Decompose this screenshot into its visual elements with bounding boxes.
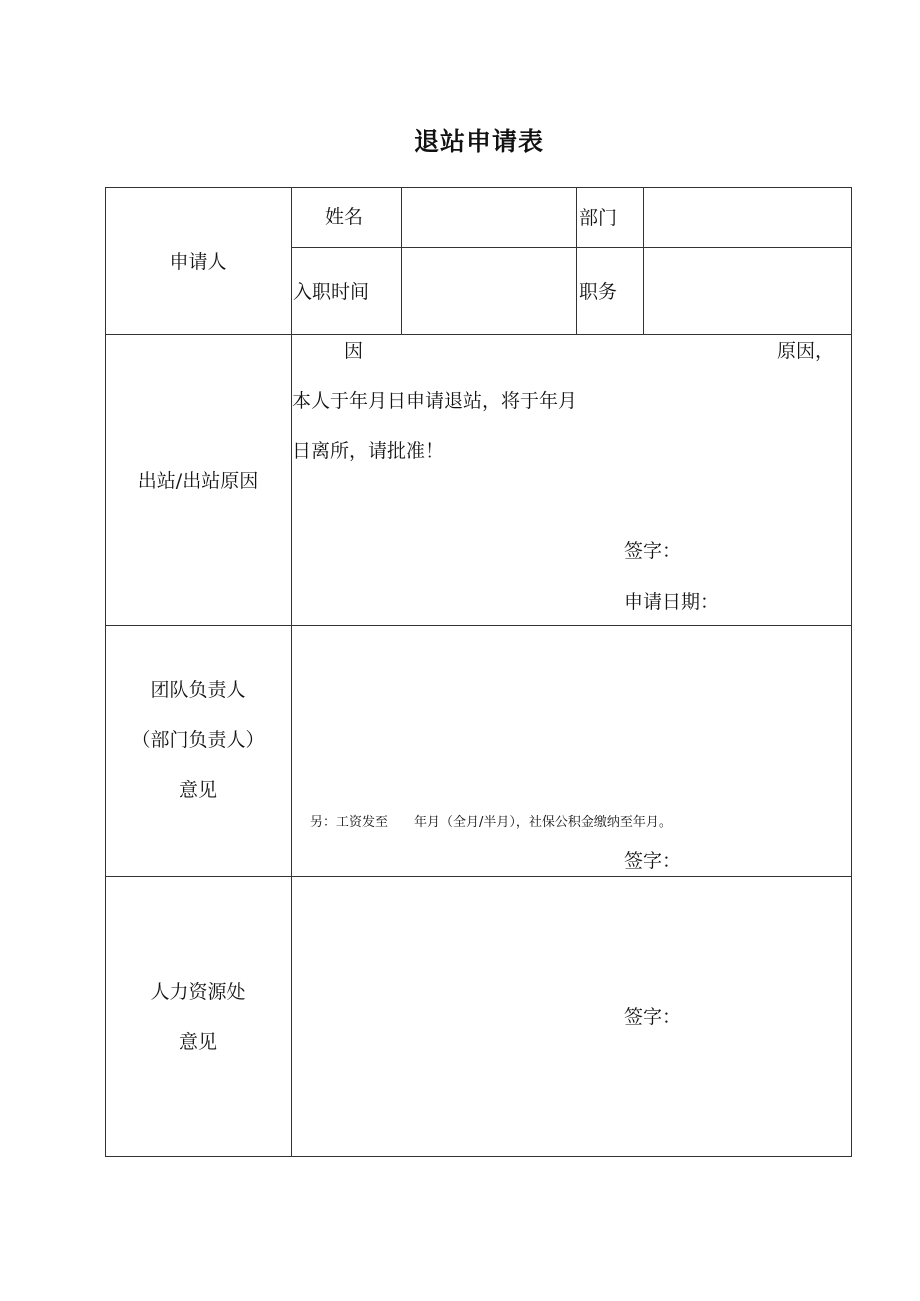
department-label-divider: [576, 187, 577, 334]
department-value-divider: [643, 187, 644, 334]
salary-insurance-note: 另：工资发至 年月（全月/半月），社保公积金缴纳至年月。: [310, 815, 672, 830]
reason-line-three: 日离所，请批准！: [292, 440, 445, 462]
position-label: 职务: [579, 281, 618, 303]
reason-text-area[interactable]: [293, 336, 850, 624]
name-label: 姓名: [325, 206, 364, 228]
label-column-divider: [291, 187, 292, 1157]
reason-line-two: 本人于年月日申请退站，将于年月: [292, 390, 578, 412]
department-label: 部门: [579, 207, 618, 229]
hr-label: 人力资源处: [150, 981, 246, 1003]
department-field[interactable]: [645, 189, 850, 246]
name-field[interactable]: [403, 189, 575, 246]
hire-date-field[interactable]: [403, 249, 575, 333]
team-lead-label: 团队负责人: [150, 679, 246, 701]
page-title: 退站申请表: [413, 127, 544, 156]
applicant-row-divider: [291, 247, 852, 248]
applicant-label: 申请人: [169, 251, 227, 273]
section-divider-team-lead: [105, 625, 852, 626]
applicant-signature-label: 签字：: [624, 540, 682, 562]
hr-signature-label: 签字：: [624, 1006, 682, 1028]
hr-opinion-label: 意见: [178, 1031, 217, 1053]
position-field[interactable]: [645, 249, 850, 333]
hire-date-label: 入职时间: [293, 281, 370, 303]
name-value-divider: [401, 187, 402, 334]
section-divider-reason: [105, 334, 852, 335]
team-lead-opinion-area[interactable]: [293, 627, 850, 875]
team-lead-signature-label: 签字：: [624, 850, 682, 872]
apply-date-label: 申请日期：: [624, 591, 720, 613]
team-lead-opinion-label: 意见: [178, 779, 217, 801]
section-divider-hr: [105, 876, 852, 877]
reason-section-label: 出站/出站原因: [137, 470, 259, 492]
hr-opinion-area[interactable]: [293, 878, 850, 1155]
department-head-label: （部门负责人）: [131, 729, 265, 751]
reason-prefix: 因: [344, 340, 364, 362]
reason-suffix: 原因，: [777, 340, 835, 362]
